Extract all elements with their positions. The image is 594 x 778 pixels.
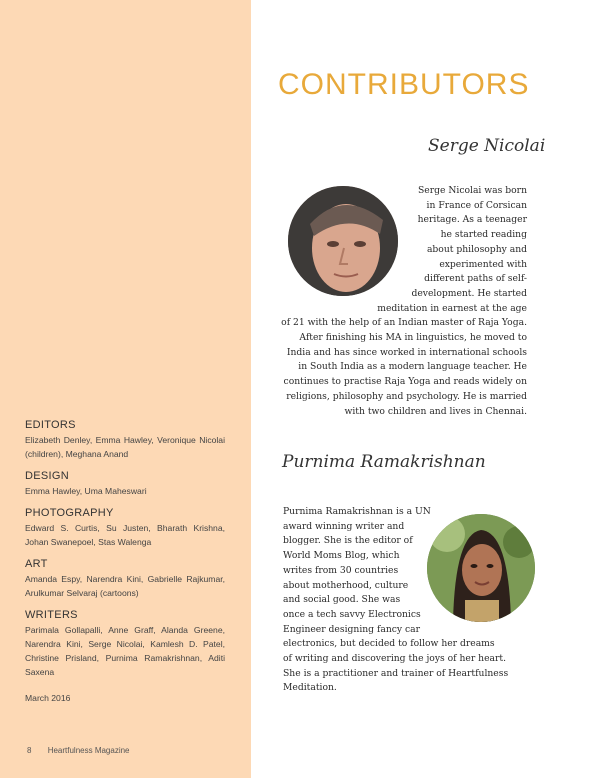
- credit-section-design: [25, 470, 225, 498]
- contributor-name: Serge Nicolai: [428, 136, 546, 156]
- bio-line: Meditation.: [283, 682, 337, 694]
- credit-names: Parimala Gollapalli, Anne Graff, Alanda Greene, Narendra Kini, Serge Nicolai, Kamlesh D. Patel, Christine Prisland, Purnima Ramakrishnan, Aditi Saxena: [25, 625, 225, 677]
- magazine-name: Heartfulness Magazine: [47, 746, 130, 755]
- credit-heading: PHOTOGRAPHY: [25, 507, 114, 519]
- bio-line: different paths of self-: [424, 273, 527, 285]
- credit-heading: DESIGN: [25, 470, 69, 482]
- bio-line: about philosophy and: [426, 243, 527, 255]
- credit-heading: EDITORS: [25, 419, 76, 431]
- bio-line: heritage. As a teenager: [417, 214, 527, 226]
- credit-section-art: [25, 558, 225, 600]
- bio-line: of writing and discovering the joys of her heart.: [283, 653, 507, 665]
- bio-line: experimented with: [439, 258, 527, 270]
- credit-names: Elizabeth Denley, Emma Hawley, Veronique Nicolai (children), Meghana Anand: [25, 435, 225, 459]
- contributor-bio: [281, 184, 527, 419]
- bio-line: Serge Nicolai was born: [418, 185, 527, 196]
- bio-line: meditation in earnest at the age: [377, 302, 527, 314]
- sidebar-panel: [0, 0, 251, 778]
- bio-line: once a tech savvy Electronics: [283, 608, 421, 620]
- bio-line: World Moms Blog, which: [283, 550, 400, 562]
- bio-line: After finishing his MA in linguistics, he moved to: [299, 332, 527, 344]
- contributor-name: Purnima Ramakrishnan: [282, 452, 486, 472]
- bio-line: with two children and lives in Chennai.: [344, 405, 527, 417]
- bio-line: She is a practitioner and trainer of Heartfulness: [283, 667, 509, 679]
- bio-line: Purnima Ramakrishnan is a UN: [283, 506, 431, 517]
- bio-line: blogger. She is the editor of: [283, 535, 413, 547]
- bio-line: and social good. She was: [283, 594, 401, 606]
- credit-section-editors: [25, 419, 225, 461]
- credit-names: Edward S. Curtis, Su Justen, Bharath Krishna, Johan Swanepoel, Stas Walenga: [25, 523, 225, 547]
- bio-line: in France of Corsican: [426, 199, 527, 211]
- bio-line: India and has since worked in international schools: [286, 346, 527, 358]
- bio-line: he started reading: [440, 229, 527, 241]
- credit-heading: ART: [25, 558, 48, 570]
- bio-line: Engineer designing fancy car: [283, 623, 421, 635]
- credit-section-photography: [25, 507, 225, 549]
- credit-names: Emma Hawley, Uma Maheswari: [25, 486, 147, 496]
- bio-line: development. He started: [411, 287, 527, 299]
- credits-list: [25, 419, 225, 703]
- credit-section-writers: [25, 609, 225, 679]
- credit-heading: WRITERS: [25, 609, 78, 621]
- issue-date: March 2016: [25, 693, 71, 703]
- main-content: [251, 0, 594, 778]
- bio-line: award winning writer and: [283, 520, 405, 532]
- bio-line: of 21 with the help of an Indian master of Raja Yoga.: [281, 317, 527, 329]
- page-title: CONTRIBUTORS: [278, 68, 530, 101]
- bio-line: in South India as a modern language teacher. He: [298, 361, 527, 373]
- bio-line: continues to practise Raja Yoga and reads widely on: [283, 376, 527, 388]
- credit-names: Amanda Espy, Narendra Kini, Gabrielle Rajkumar, Arulkumar Selvaraj (cartoons): [25, 574, 225, 598]
- contributor-bio: [283, 505, 519, 696]
- bio-line: writes from 30 countries: [283, 564, 399, 576]
- bio-line: religions, philosophy and psychology. He is married: [286, 390, 527, 402]
- bio-line: about motherhood, culture: [283, 579, 409, 591]
- page-footer: [27, 746, 130, 755]
- page-number: 8: [27, 746, 32, 755]
- bio-line: electronics, but decided to follow her dreams: [283, 638, 495, 650]
